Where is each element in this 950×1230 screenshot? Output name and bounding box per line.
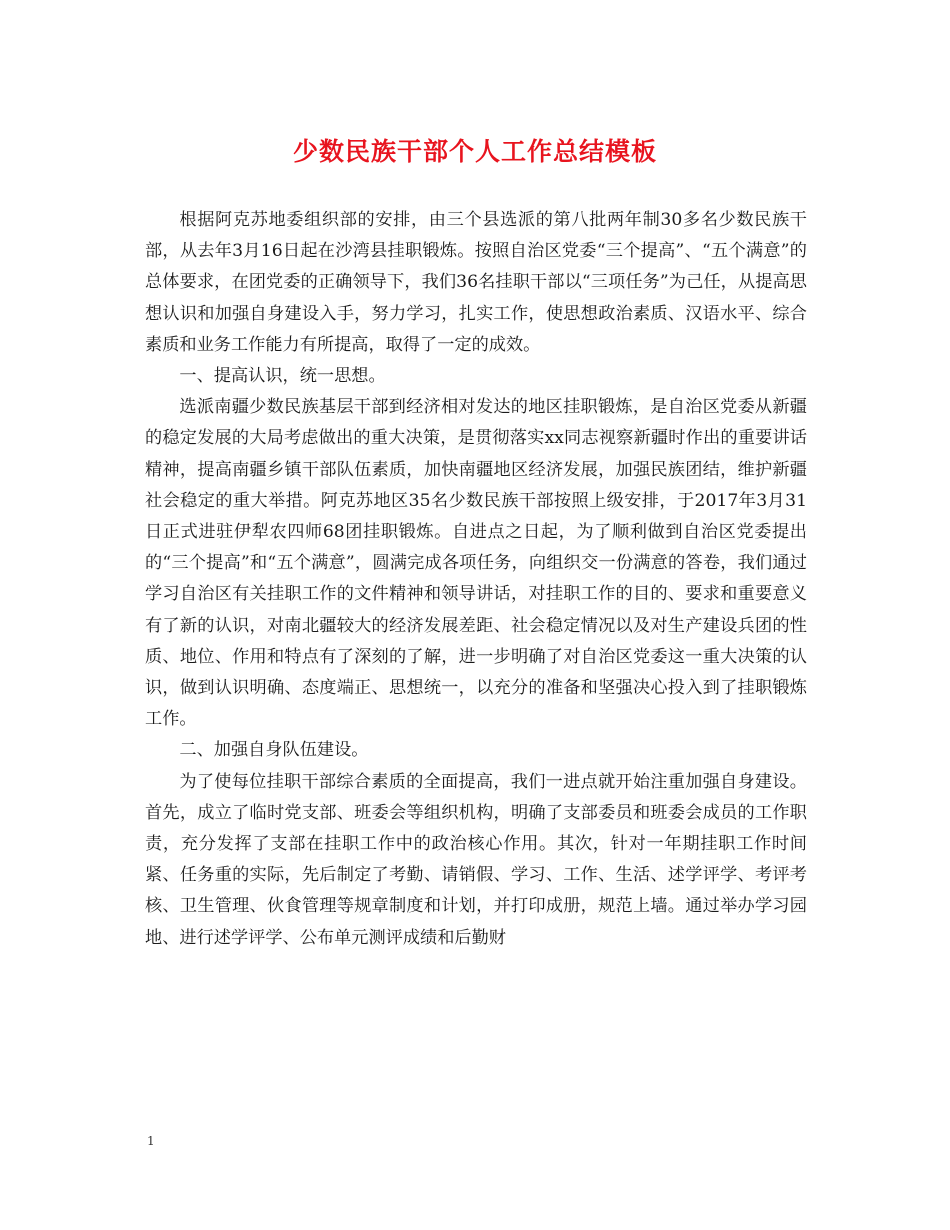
page-number: 1 [147, 1134, 155, 1148]
section-heading-2: 二、加强自身队伍建设。 [179, 740, 369, 761]
paragraph-section-1: 选派南疆少数民族基层干部到经济相对发达的地区挂职锻炼，是自治区党委从新疆的稳定发展的大局考虑做出的重大决策，是贯彻落实xx同志视察新疆时作出的重要讲话精神，提高南疆乡镇干部队伍素质，加快南疆地区经济发展，加强民族团结，维护新疆社会稳定的重大举措。阿克苏地区35名少数民族干部按照上级安排，于2017年3月31日正式进驻伊犁农四师68团挂职锻炼。自进点之日起，为了顺利做到自治区党委提出的“三个提高”和“五个满意”，圆满完成各项任务，向组织交一份满意的答卷，我们通过学习自治区有关挂职工作的文件精神和领导讲话，对挂职工作的目的、要求和重要意义有了新的认识，对南北疆较大的经济发展差距、社会稳定情况以及对生产建设兵团的性质、地位、作用和特点有了深刻的了解，进一步明确了对自治区党委这一重大决策的认识，做到认识明确、态度端正、思想统一，以充分的准备和坚强决心投入到了挂职锻炼工作。 [145, 397, 807, 730]
document-body [145, 205, 807, 954]
document-title: 少数民族干部个人工作总结模板 [292, 137, 657, 166]
section-heading-1: 一、提高认识，统一思想。 [179, 366, 386, 387]
paragraph-intro: 根据阿克苏地委组织部的安排，由三个县选派的第八批两年制30多名少数民族干部，从去年3月16日起在沙湾县挂职锻炼。按照自治区党委“三个提高”、“五个满意”的总体要求，在团党委的正确领导下，我们36名挂职干部以“三项任务”为己任，从提高思想认识和加强自身建设入手，努力学习，扎实工作，使思想政治素质、汉语水平、综合素质和业务工作能力有所提高，取得了一定的成效。 [145, 210, 807, 355]
paragraph-section-2: 为了使每位挂职干部综合素质的全面提高，我们一进点就开始注重加强自身建设。首先，成立了临时党支部、班委会等组织机构，明确了支部委员和班委会成员的工作职责，充分发挥了支部在挂职工作中的政治核心作用。其次，针对一年期挂职工作时间紧、任务重的实际，先后制定了考勤、请销假、学习、工作、生活、述学评学、考评考核、卫生管理、伙食管理等规章制度和计划，并打印成册，规范上墙。通过举办学习园地、进行述学评学、公布单元测评成绩和后勤财 [145, 771, 807, 948]
